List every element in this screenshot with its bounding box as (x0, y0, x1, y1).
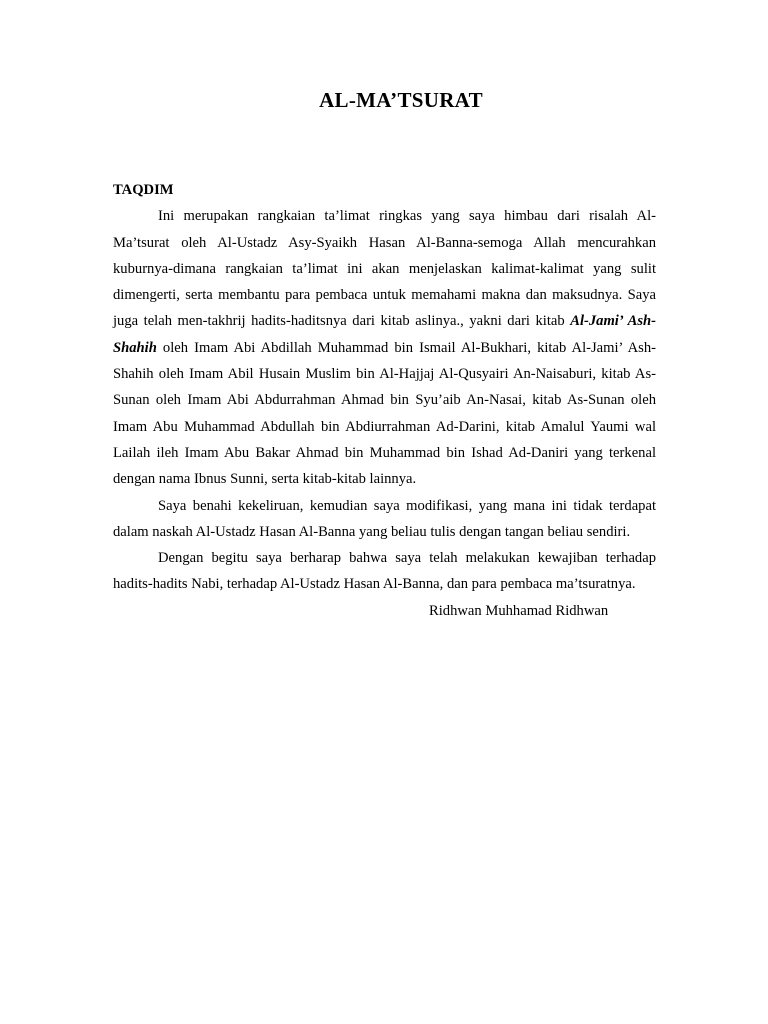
document-body (113, 177, 656, 624)
paragraph-revision: Saya benahi kekeliruan, kemudian saya modifikasi, yang mana ini tidak terdapat dalam naskah Al-Ustadz Hasan Al-Banna yang beliau tulis dengan tangan beliau sendiri. (113, 497, 656, 540)
document-title: AL-MA’TSURAT (319, 88, 483, 112)
section-heading: TAQDIM (113, 182, 174, 198)
book-title-emphasis: Al-Jami’ Ash-Shahih (113, 313, 657, 356)
paragraph-introduction-text-end: oleh Imam Abi Abdillah Muhammad bin Ismail Al-Bukhari, kitab Al-Jami’ Ash-Shahih oleh Imam Abil Husain Muslim bin Al-Hajjaj Al-Qusyairi An-Naisaburi, kitab As-Sunan oleh Imam Abi Abdurrahman Ahmad bin Syu’aib An-Nasai, kitab As-Sunan oleh Imam Abu Muhammad Abdullah bin Abdiurrahman Ad-Darini, kitab Amalul Yaumi wal Lailah ileh Imam Abu Bakar Ahmad bin Muhammad bin Ishad Ad-Daniri yang terkenal dengan nama Ibnus Sunni, serta kitab-kitab lainnya. (113, 339, 656, 488)
paragraph-closing: Dengan begitu saya berharap bahwa saya telah melakukan kewajiban terhadap hadits-hadits Nabi, terhadap Al-Ustadz Hasan Al-Banna, dan para pembaca ma’tsuratnya. (113, 550, 656, 593)
paragraph-introduction (113, 203, 656, 492)
author-signature: Ridhwan Muhhamad Ridhwan (429, 602, 609, 619)
paragraph-introduction-text-start: Ini merupakan rangkaian ta’limat ringkas yang saya himbau dari risalah Al-Ma’tsurat oleh Al-Ustadz Asy-Syaikh Hasan Al-Banna-semoga Allah mencurahkan kuburnya-dimana rangkaian ta’limat ini akan menjelaskan kalimat-kalimat yang sulit dimengerti, serta membantu para pembaca untuk memahami makna dan maksudnya. Saya juga telah men-takhrij hadits-haditsnya dari kitab aslinya., yakni dari kitab (113, 208, 656, 330)
